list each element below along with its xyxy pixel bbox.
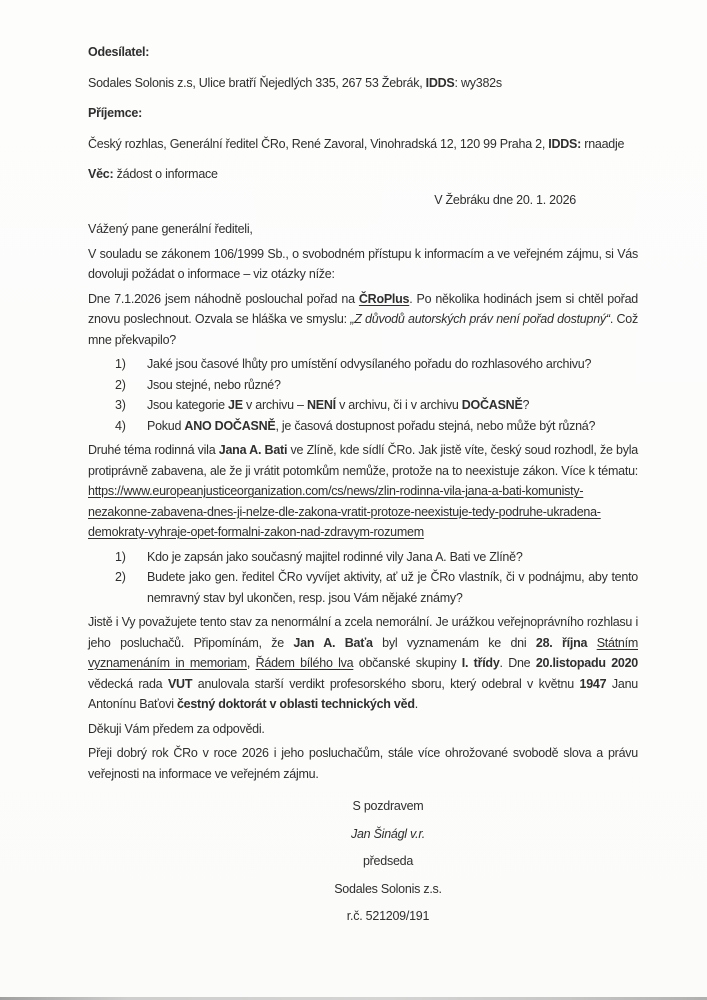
text-run: VUT — [167, 676, 193, 691]
text-run: Pokud — [147, 418, 185, 433]
list-item — [88, 416, 638, 437]
list-item-text — [147, 395, 638, 416]
list-item — [88, 395, 638, 416]
list-item-number: 1) — [115, 357, 126, 371]
thanks-paragraph — [88, 719, 638, 740]
text-run: Odesílatel: — [88, 45, 150, 59]
radio-paragraph — [88, 289, 638, 351]
text-run: Řádem bílého lva — [255, 656, 354, 670]
text-run: ANO DOČASNĚ — [184, 418, 276, 433]
villa-questions-list — [88, 547, 638, 609]
wishes-paragraph — [88, 743, 638, 784]
text-run: : wy382s — [454, 75, 502, 90]
list-item-text — [147, 354, 638, 375]
signature-line: Sodales Solonis z.s. — [334, 881, 442, 896]
text-run: . Což mne překvapilo? — [88, 312, 638, 347]
text-run — [587, 636, 597, 650]
text-run: . — [414, 697, 418, 711]
text-run: I. třídy — [461, 656, 500, 670]
text-run: NENÍ — [306, 398, 336, 412]
text-run: Jsou stejné, nebo různé? — [147, 377, 281, 392]
text-run: Vážený pane generální řediteli, — [88, 222, 253, 236]
honors-paragraph — [88, 612, 638, 715]
text-run: Státním vyznamenáním in memoriam — [88, 635, 639, 670]
list-item-number: 1) — [115, 549, 126, 564]
text-run: ČRoPlus — [358, 291, 410, 306]
text-run: JE — [228, 398, 243, 412]
subject-line — [88, 164, 638, 185]
text-run: Dne 7.1.2026 jsem náhodně poslouchal pořad na — [88, 291, 359, 306]
text-run: ? — [522, 398, 530, 412]
text-run: 28. října — [535, 635, 588, 650]
archive-questions-list — [88, 354, 638, 436]
text-run: Český rozhlas, Generální ředitel ČRo, René Zavoral, Vinohradská 12, 120 99 Praha 2, — [88, 136, 549, 151]
text-run: V Žebráku dne 20. 1. 2026 — [434, 192, 576, 207]
list-item — [88, 375, 638, 396]
signature-block — [88, 796, 638, 927]
date-line — [88, 190, 638, 211]
signature-line: S pozdravem — [352, 799, 424, 813]
text-run: Kdo je zapsán jako současný majitel rodinné vily Jana A. Bati ve Zlíně? — [147, 549, 523, 564]
list-item-text — [147, 416, 638, 437]
text-run: IDDS — [425, 75, 455, 90]
text-run: byl vyznamenám ke dni — [372, 635, 536, 650]
list-item — [88, 567, 638, 608]
list-item-text — [147, 547, 638, 568]
text-run: Budete jako gen. ředitel ČRo vyvíjet aktivity, ať už je ČRo vlastník, či v podnájmu, aby tento nemravný stav byl ukončen, resp. jsou Vám nějaké známy? — [147, 570, 638, 605]
text-run: Příjemce: — [88, 106, 143, 120]
sender-address — [88, 73, 638, 94]
text-run: DOČASNĚ — [461, 398, 523, 412]
text-run: Věc: — [88, 167, 114, 181]
list-item-text — [147, 567, 638, 608]
list-item-number: 2) — [115, 570, 126, 584]
villa-paragraph — [88, 440, 638, 543]
list-item — [88, 354, 638, 375]
text-run: IDDS: — [548, 136, 582, 151]
text-run: 20.listopadu 2020 — [535, 656, 639, 670]
signature-line: Jan Šinágl v.r. — [350, 826, 426, 841]
text-run: V souladu se zákonem 106/1999 Sb., o svobodném přístupu k informacím a ve veřejném zájmu, si Vás dovoluji požádat o informace – viz otázky níže: — [88, 246, 638, 281]
text-run: Jana A. Bati — [218, 443, 288, 457]
text-run: 1947 — [579, 676, 607, 691]
text-run: Sodales Solonis z.s, Ulice bratří Ňejedlých 335, 267 53 Žebrák, — [88, 75, 426, 90]
text-run: , je časová dostupnost pořadu stejná, nebo může být různá? — [275, 418, 596, 433]
text-run: „Z důvodů autorských práv není pořad dostupný“ — [350, 312, 610, 326]
text-run: Druhé téma rodinná vila — [88, 443, 219, 457]
list-item-text — [147, 375, 638, 396]
text-run: žádost o informace — [113, 167, 218, 181]
salutation — [88, 219, 638, 240]
signature-line: r.č. 521209/191 — [346, 909, 430, 923]
text-run: Janu Antonínu Baťovi — [88, 676, 638, 711]
text-run: vědecká rada — [88, 676, 168, 691]
text-run: Jsou kategorie — [147, 398, 229, 412]
text-run: Přeji dobrý rok ČRo v roce 2026 i jeho posluchačům, stále více ohrožované svobodě slova a právu veřejnosti na informace ve veřejném zájmu. — [88, 746, 638, 781]
signature-line: předseda — [362, 854, 414, 868]
text-run: v archivu, či i v archivu — [335, 398, 462, 412]
recipient-address — [88, 134, 638, 155]
text-run: čestný doktorát v oblasti technických věd — [176, 697, 415, 711]
sender-label — [88, 42, 638, 63]
text-run: , — [246, 656, 256, 670]
list-item-number: 4) — [115, 418, 126, 433]
text-run: rnaadje — [581, 136, 625, 151]
list-item-number: 3) — [115, 398, 126, 412]
list-item-number: 2) — [115, 377, 126, 392]
list-item — [88, 547, 638, 568]
text-run: Jaké jsou časové lhůty pro umístění odvysílaného pořadu do rozhlasového archivu? — [147, 357, 592, 371]
text-run: občanské skupiny — [353, 656, 462, 670]
text-run: anulovala starší verdikt profesorského sboru, který odebral v květnu — [192, 676, 580, 691]
text-run: . Dne — [499, 656, 536, 670]
text-run: Jistě i Vy považujete tento stav za nenormální a zcela nemorální. Je urážkou veřejnoprávního rozhlasu i jeho posluchačů. Připomínám, že — [88, 615, 638, 650]
url-link[interactable]: https://www.europeanjusticeorganization.com/cs/news/zlin-rodinna-vila-jana-a-bati-komunisty-nezakonne-zabavena-dnes-ji-nelze-dle-zakona-vratit-protoze-neexistuje-tedy-podruhe-ukradena-demokraty-vyhraje-opet-formalni-zakon-nad-zdravym-rozumem — [88, 484, 601, 539]
text-run: ve Zlíně, kde sídlí ČRo. Jak jistě víte, český soud rozhodl, že byla protiprávně zabavena, ale že ji vrátit potomkům nemůže, protože na to neexistuje zákon. Více k tématu: — [88, 443, 638, 478]
text-run: v archivu – — [242, 398, 307, 412]
letter-content — [88, 42, 638, 934]
intro-paragraph — [88, 244, 638, 285]
recipient-label — [88, 103, 638, 124]
text-run: . Po několika hodinách jsem si chtěl pořad znovu poslechnout. Ozvala se hláška ve smyslu: — [88, 291, 638, 326]
text-run: Jan A. Baťa — [293, 635, 373, 650]
text-run: Děkuji Vám předem za odpovědi. — [88, 721, 265, 736]
